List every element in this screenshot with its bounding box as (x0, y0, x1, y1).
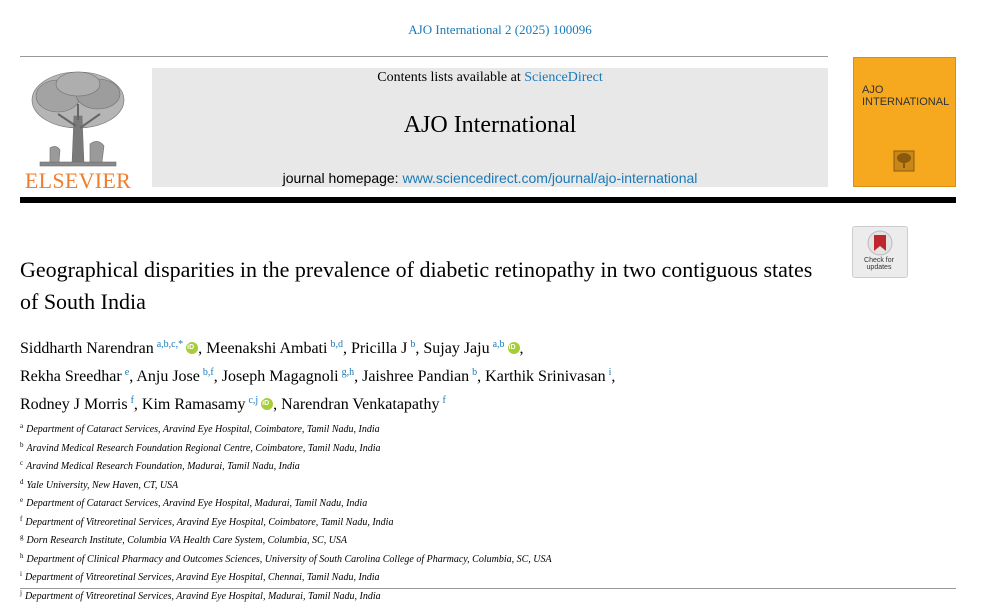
affiliation-item (20, 530, 920, 549)
author-name[interactable]: Meenakshi Ambati (206, 340, 327, 357)
author-name[interactable]: Siddharth Narendran (20, 340, 154, 357)
author-name[interactable]: Kim Ramasamy (142, 396, 246, 413)
journal-homepage-line (152, 170, 828, 186)
header-divider (20, 56, 828, 57)
affiliation-text: Department of Clinical Pharmacy and Outcomes Sciences, University of South Carolina College of Pharmacy, Columbia, SC, USA (27, 554, 552, 565)
affiliation-text: Aravind Medical Research Foundation Regional Centre, Coimbatore, Tamil Nadu, India (27, 443, 381, 454)
author[interactable] (351, 340, 415, 357)
author[interactable] (362, 368, 477, 385)
author[interactable] (142, 396, 273, 413)
affiliation-key: d (20, 478, 24, 486)
affiliation-list (20, 419, 920, 604)
affiliation-key: j (20, 589, 22, 597)
author-affiliation-marks[interactable]: g,h (342, 367, 355, 378)
affiliation-key: c (20, 459, 23, 467)
affiliation-text: Department of Cataract Services, Aravind Eye Hospital, Madurai, Tamil Nadu, India (26, 498, 367, 509)
cover-title (862, 84, 952, 108)
affiliation-key: e (20, 496, 23, 504)
cover-elsevier-emblem-icon (893, 150, 915, 172)
affiliation-item (20, 567, 920, 586)
orcid-icon[interactable] (186, 342, 198, 354)
affiliation-item (20, 493, 920, 512)
author[interactable] (423, 340, 519, 357)
author-affiliation-marks[interactable]: a,b (493, 339, 505, 350)
cover-title-line1: AJO (862, 84, 952, 96)
orcid-icon[interactable] (508, 342, 520, 354)
homepage-prefix: journal homepage: (283, 170, 403, 186)
article-title: Geographical disparities in the prevalence of diabetic retinopathy in two contiguous states of South India (20, 254, 830, 318)
author-name[interactable]: Rodney J Morris (20, 396, 128, 413)
affiliation-key: f (20, 515, 22, 523)
author-name[interactable]: Anju Jose (136, 368, 200, 385)
author[interactable] (136, 368, 213, 385)
updates-line1: Check for (852, 257, 906, 264)
journal-homepage-link[interactable]: www.sciencedirect.com/journal/ajo-international (402, 170, 697, 186)
author-name[interactable]: Rekha Sreedhar (20, 368, 122, 385)
affiliation-text: Aravind Medical Research Foundation, Madurai, Tamil Nadu, India (26, 461, 300, 472)
sciencedirect-link[interactable]: ScienceDirect (524, 70, 603, 85)
affiliation-key: a (20, 422, 23, 430)
author[interactable] (222, 368, 354, 385)
author-name[interactable]: Joseph Magagnoli (222, 368, 339, 385)
author-name[interactable]: Narendran Venkatapathy (281, 396, 439, 413)
author[interactable] (20, 340, 198, 357)
author[interactable] (485, 368, 611, 385)
affiliation-text: Department of Vitreoretinal Services, Aravind Eye Hospital, Coimbatore, Tamil Nadu, India (25, 517, 393, 528)
author[interactable] (206, 340, 343, 357)
affiliation-key: i (20, 570, 22, 578)
footer-divider (20, 588, 956, 589)
author-affiliation-marks[interactable]: b,f (203, 367, 214, 378)
author-name[interactable]: Jaishree Pandian (362, 368, 469, 385)
author-affiliation-marks[interactable]: b,d (330, 339, 343, 350)
author-affiliation-marks[interactable]: b (410, 339, 415, 350)
author-list: Siddharth Narendran $^{a,b,c,*}$iD , Meenakshi Ambati $^{b,d}$, Pricilla J $^b$, Sujay Jaju $^{a,b}$iD , Rekha Sreedhar $^e$, Anju Jose $^{b,f}$, Joseph Magagnoli $^{g,h}$, Jaishree Pandian $^b$, Karthik Srinivasan $^i$, Rodney J Morris $^f$, Kim Ramasamy $^{c,j}$iD , Narendran Venkatapathy $^f$ (20, 333, 880, 417)
bookmark-icon (853, 227, 907, 257)
journal-name: AJO International (152, 112, 828, 139)
journal-citation[interactable]: AJO International 2 (2025) 100096 (0, 22, 1000, 38)
author-affiliation-marks[interactable]: c,j (248, 395, 258, 406)
author-affiliation-marks[interactable]: b (472, 367, 477, 378)
author-affiliation-marks[interactable]: f (442, 395, 445, 406)
author[interactable] (20, 368, 129, 385)
affiliation-item (20, 475, 920, 494)
affiliation-item (20, 512, 920, 531)
affiliation-text: Yale University, New Haven, CT, USA (27, 480, 179, 491)
author-affiliation-marks[interactable]: a,b,c,* (157, 339, 183, 350)
author-name[interactable]: Sujay Jaju (423, 340, 489, 357)
affiliation-key: g (20, 533, 24, 541)
affiliation-key: b (20, 441, 24, 449)
author-affiliation-marks[interactable]: i (609, 367, 612, 378)
contents-prefix: Contents lists available at (377, 70, 524, 85)
author-name[interactable]: Pricilla J (351, 340, 407, 357)
orcid-icon[interactable] (261, 398, 273, 410)
author-affiliation-marks[interactable]: e (125, 367, 129, 378)
header-thick-rule (20, 197, 956, 203)
author-affiliation-marks[interactable]: f (131, 395, 134, 406)
cover-title-line2: INTERNATIONAL (862, 96, 952, 108)
affiliation-text: Department of Vitreoretinal Services, Aravind Eye Hospital, Madurai, Tamil Nadu, India (25, 591, 381, 602)
affiliation-key: h (20, 552, 24, 560)
affiliation-text: Department of Vitreoretinal Services, Aravind Eye Hospital, Chennai, Tamil Nadu, India (25, 572, 380, 583)
affiliation-item (20, 438, 920, 457)
contents-available-line (152, 70, 828, 86)
affiliation-item (20, 419, 920, 438)
check-for-updates-label (852, 257, 906, 271)
affiliation-text: Department of Cataract Services, Aravind Eye Hospital, Coimbatore, Tamil Nadu, India (26, 424, 380, 435)
author[interactable] (20, 396, 134, 413)
affiliation-item (20, 456, 920, 475)
updates-line2: updates (852, 264, 906, 271)
author[interactable] (281, 396, 446, 413)
affiliation-item (20, 549, 920, 568)
affiliation-text: Dorn Research Institute, Columbia VA Health Care System, Columbia, SC, USA (27, 535, 348, 546)
elsevier-wordmark[interactable]: ELSEVIER (20, 168, 136, 194)
author-name[interactable]: Karthik Srinivasan (485, 368, 605, 385)
